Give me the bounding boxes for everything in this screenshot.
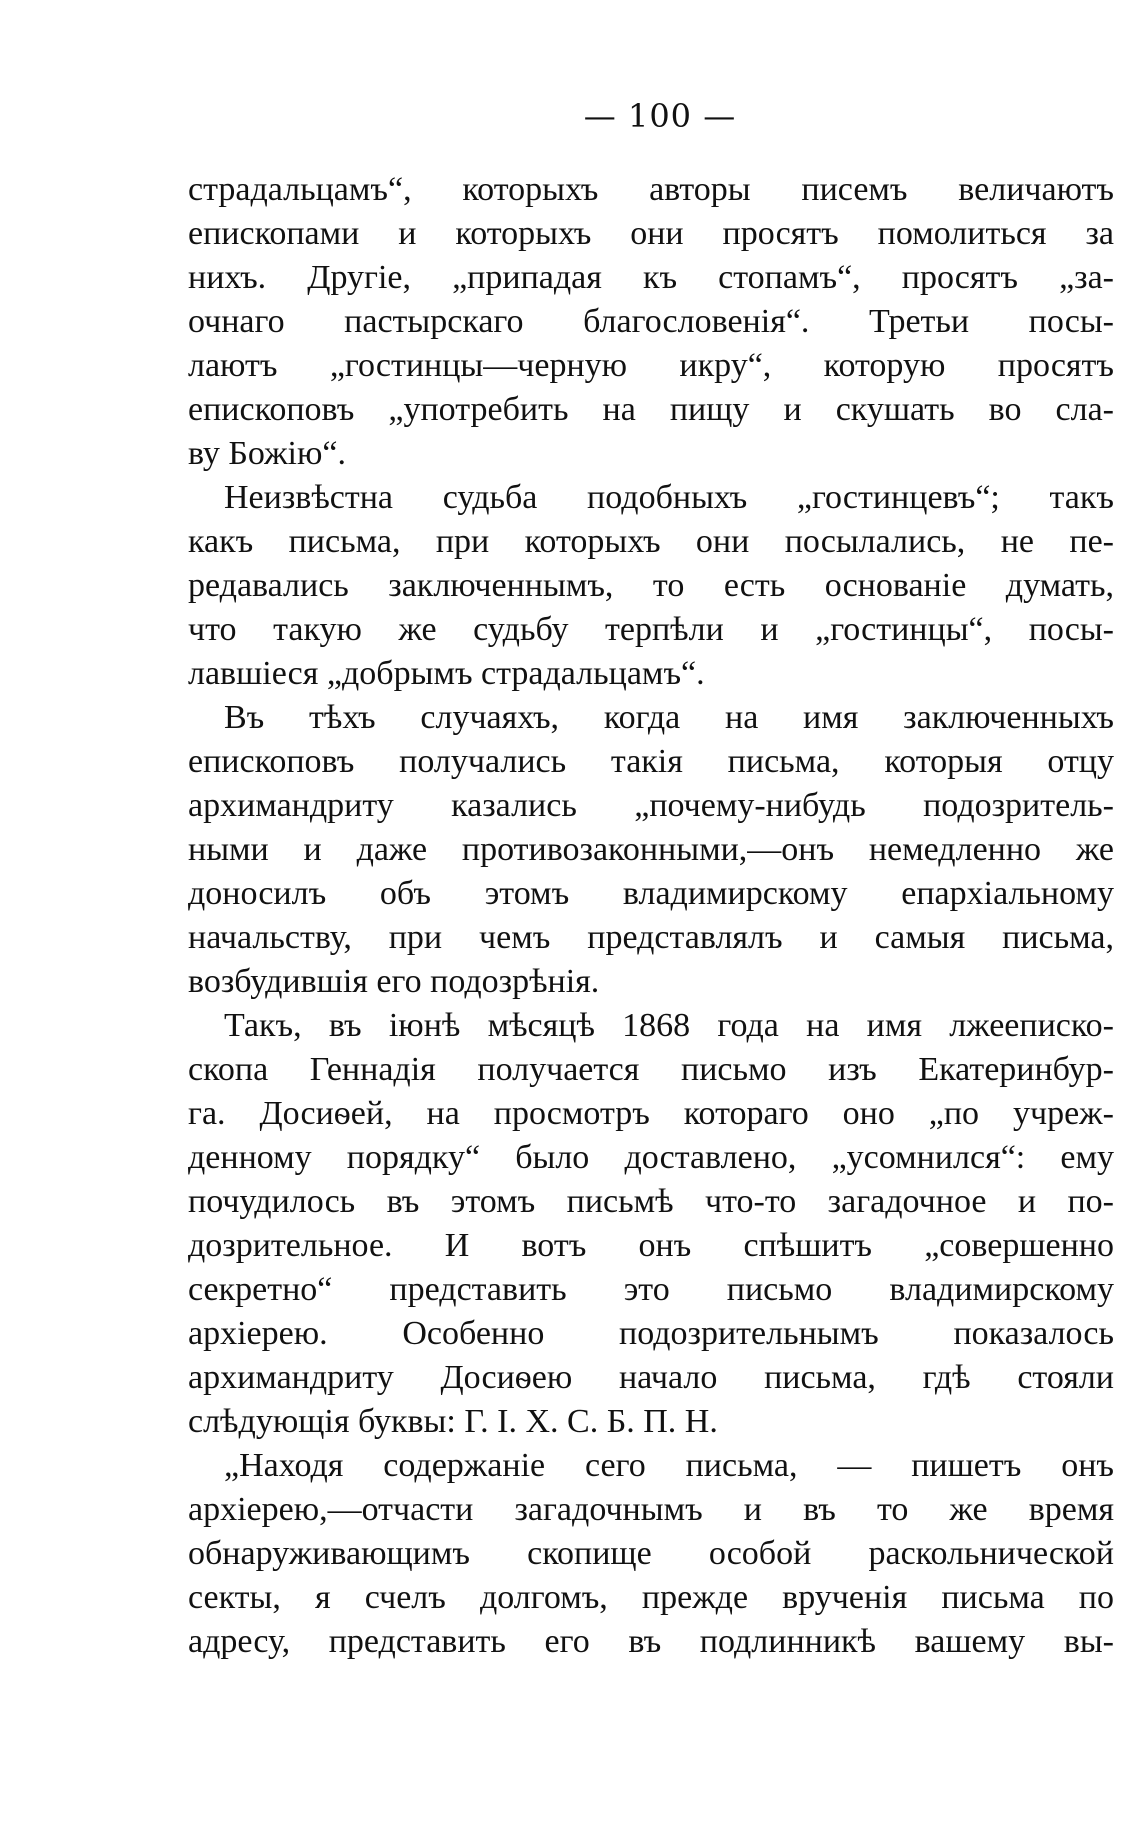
page-number: — 100 — xyxy=(583,97,737,135)
text-line: что такую же судьбу терпѣли и „гостинцы“, посы- xyxy=(188,611,1114,648)
text-line: редавались заключеннымъ, то есть основаніе думать, xyxy=(188,567,1114,604)
text-line: „Находя содержаніе сего письма, — пишетъ онъ xyxy=(224,1447,1114,1484)
text-line: нихъ. Другіе, „припадая къ стопамъ“, просятъ „за- xyxy=(188,259,1114,296)
text-line: почудилось въ этомъ письмѣ что-то загадочное и по- xyxy=(188,1183,1114,1220)
text-line: архимандриту казались „почему-нибудь подозритель- xyxy=(188,787,1114,824)
text-line: возбудившія его подозрѣнія. xyxy=(188,963,600,1000)
text-line: лаютъ „гостинцы—черную икру“, которую просятъ xyxy=(188,347,1114,384)
text-line: Такъ, въ іюнѣ мѣсяцѣ 1868 года на имя лжееписко- xyxy=(224,1007,1114,1044)
paragraph xyxy=(188,476,1114,696)
text-line: архимандриту Досиѳею начало письма, гдѣ стояли xyxy=(188,1359,1114,1396)
text-line: дозрительное. И вотъ онъ спѣшитъ „совершенно xyxy=(188,1227,1114,1264)
text-line: очнаго пастырскаго благословенія“. Третьи посы- xyxy=(188,303,1114,340)
text-line: адресу, представить его въ подлинникѣ вашему вы- xyxy=(188,1623,1114,1660)
text-line: страдальцамъ“, которыхъ авторы писемъ величаютъ xyxy=(188,171,1114,208)
paragraph xyxy=(188,168,1114,476)
text-line: епископовъ получались такія письма, которыя отцу xyxy=(188,743,1114,780)
text-line: га. Досиѳей, на просмотръ котораго оно „по учреж- xyxy=(188,1095,1114,1132)
text-line: начальству, при чемъ представлялъ и самыя письма, xyxy=(188,919,1114,956)
text-line: слѣдующія буквы: Г. І. Х. С. Б. П. Н. xyxy=(188,1403,718,1440)
text-line: секты, я счелъ долгомъ, прежде врученія письма по xyxy=(188,1579,1114,1616)
text-line: епископами и которыхъ они просятъ помолиться за xyxy=(188,215,1114,252)
text-line: архіерею. Особенно подозрительнымъ показалось xyxy=(188,1315,1114,1352)
paragraph xyxy=(188,696,1114,1004)
paragraph xyxy=(188,1444,1114,1664)
text-line: ными и даже противозаконными,—онъ немедленно же xyxy=(188,831,1114,868)
text-line: какъ письма, при которыхъ они посылались, не пе- xyxy=(188,523,1114,560)
text-line: Въ тѣхъ случаяхъ, когда на имя заключенныхъ xyxy=(224,699,1114,736)
text-line: ву Божію“. xyxy=(188,435,346,472)
text-line: архіерею,—отчасти загадочнымъ и въ то же время xyxy=(188,1491,1114,1528)
text-line: скопа Геннадія получается письмо изъ Екатеринбур- xyxy=(188,1051,1114,1088)
text-line: обнаруживающимъ скопище особой раскольнической xyxy=(188,1535,1114,1572)
text-line: денному порядку“ было доставлено, „усомнился“: ему xyxy=(188,1139,1114,1176)
body-text xyxy=(188,168,1114,1664)
paragraph xyxy=(188,1004,1114,1444)
text-line: лавшіеся „добрымъ страдальцамъ“. xyxy=(188,655,705,692)
text-line: епископовъ „употребить на пищу и скушать во сла- xyxy=(188,391,1114,428)
text-line: Неизвѣстна судьба подобныхъ „гостинцевъ“; такъ xyxy=(224,479,1114,516)
text-line: доносилъ объ этомъ владимирскому епархіальному xyxy=(188,875,1114,912)
text-line: секретно“ представить это письмо владимирскому xyxy=(188,1271,1114,1308)
